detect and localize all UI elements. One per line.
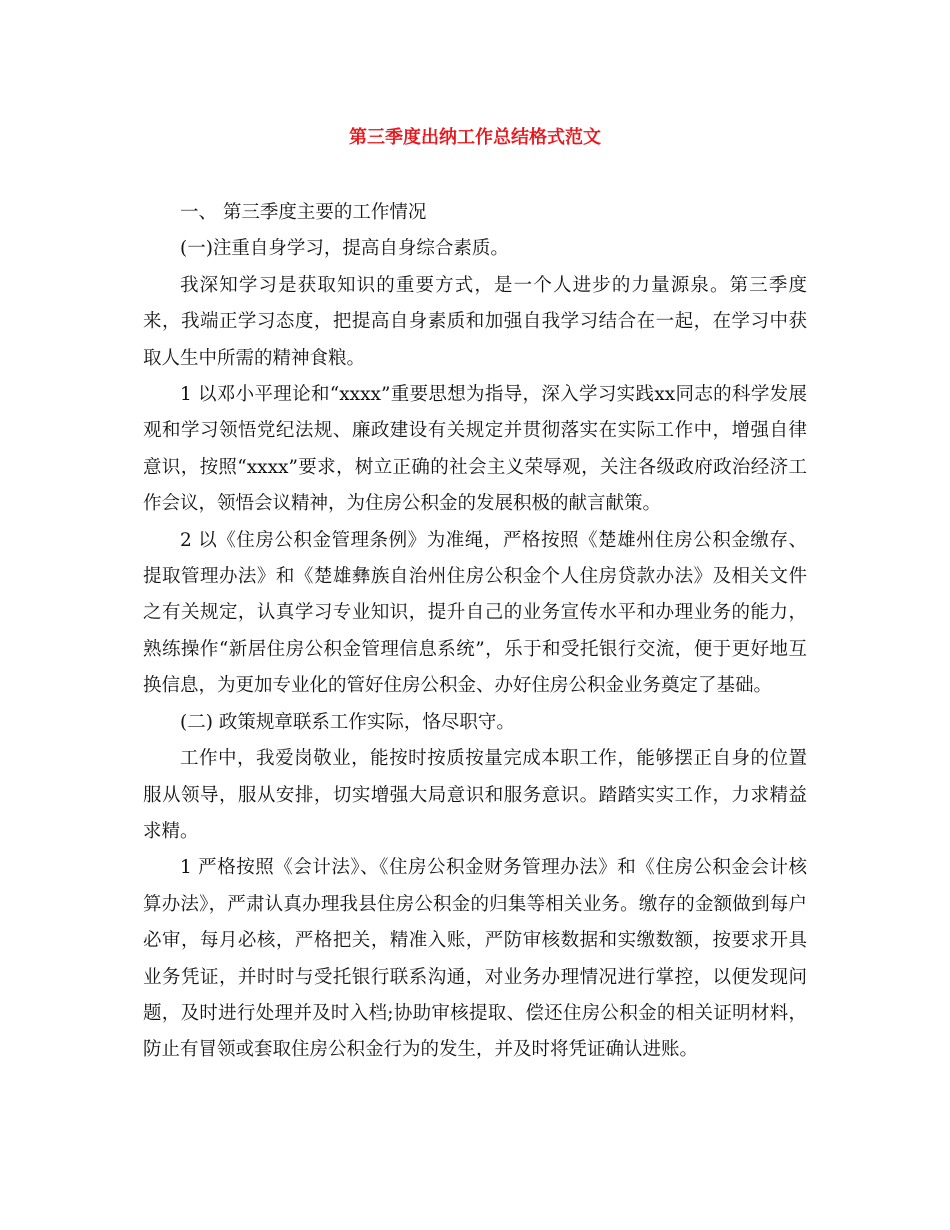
document-body (143, 195, 807, 1069)
body-paragraph: 工作中，我爱岗敬业，能按时按质按量完成本职工作，能够摆正自身的位置服从领导，服从安排，切实增强大局意识和服务意识。踏踏实实工作，力求精益求精。 (143, 748, 807, 842)
body-paragraph: 我深知学习是获取知识的重要方式，是一个人进步的力量源泉。第三季度来，我端正学习态度，把提高自身素质和加强自我学习结合在一起，在学习中获取人生中所需的精神食粮。 (143, 274, 807, 369)
body-paragraph: 1 严格按照《会计法》、《住房公积金财务管理办法》和《住房公积金会计核算办法》，严肃认真办理我县住房公积金的归集等相关业务。缴存的金额做到每户必审，每月必核，严格把关，精准入账，严防审核数据和实缴数额，按要求开具业务凭证，并时时与受托银行联系沟通，对业务办理情况进行掌控，以便发现问题，及时进行处理并及时入档;协助审核提取、偿还住房公积金的相关证明材料，防止有冒领或套取住房公积金行为的发生，并及时将凭证确认进账。 (143, 857, 807, 1061)
section-heading: 一、 第三季度主要的工作情况 (180, 202, 427, 223)
subsection-heading: (二) 政策规章联系工作实际，恪尽职守。 (180, 711, 515, 733)
body-paragraph: 1 以邓小平理论和“xxxx”重要思想为指导，深入学习实践xx同志的科学发展观和学习领悟党纪法规、廉政建设有关规定并贯彻落实在实际工作中，增强自律意识，按照“xxxx”要求，树立正确的社会主义荣辱观，关注各级政府政治经济工作会议，领悟会议精神，为住房公积金的发展积极的献言献策。 (143, 384, 807, 515)
subsection-heading: (一)注重自身学习，提高自身综合素质。 (180, 238, 509, 260)
body-paragraph: 2 以《住房公积金管理条例》为准绳，严格按照《楚雄州住房公积金缴存、提取管理办法》和《楚雄彝族自治州住房公积金个人住房贷款办法》及相关文件之有关规定，认真学习专业知识，提升自己的业务宣传水平和办理业务的能力，熟练操作“新居住房公积金管理信息系统”，乐于和受托银行交流，便于更好地互换信息，为更加专业化的管好住房公积金、办好住房公积金业务奠定了基础。 (143, 529, 807, 697)
document-title: 第三季度出纳工作总结格式范文 (349, 127, 601, 148)
